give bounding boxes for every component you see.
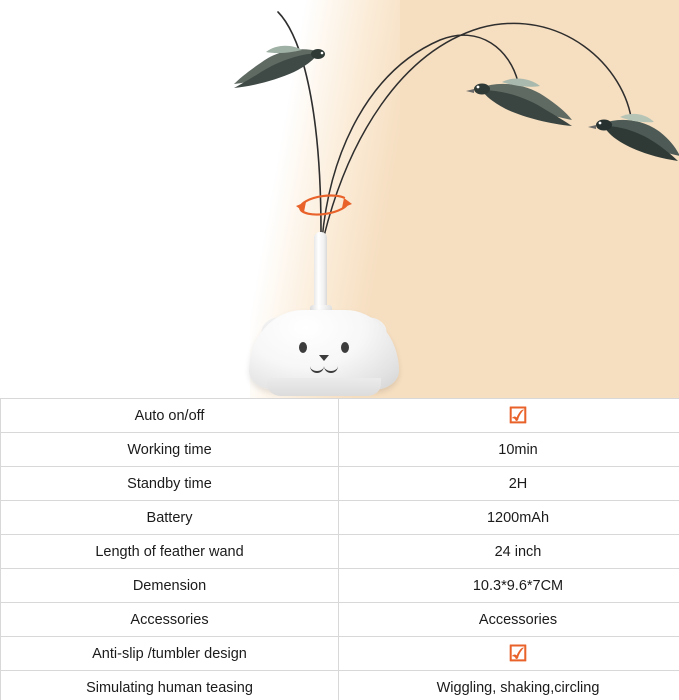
spec-label: Battery — [1, 501, 339, 535]
spec-value — [339, 399, 679, 433]
checkmark-icon: ☑ — [508, 640, 528, 666]
table-row — [1, 501, 679, 535]
table-row — [1, 399, 679, 433]
table-row — [1, 433, 679, 467]
feather-bird-right — [586, 108, 679, 164]
spec-label: Working time — [1, 433, 339, 467]
spec-label: Length of feather wand — [1, 535, 339, 569]
spec-value: 10.3*9.6*7CM — [339, 569, 679, 603]
checkmark-icon: ☑ — [508, 402, 528, 428]
spec-value: 1200mAh — [339, 501, 679, 535]
cat-mouth-right-icon — [324, 359, 338, 373]
table-row — [1, 569, 679, 603]
spec-label: Accessories — [1, 603, 339, 637]
feather-bird-left — [232, 40, 328, 94]
cat-toy-base — [249, 310, 399, 398]
spec-value: 24 inch — [339, 535, 679, 569]
wand-rod-holder — [314, 232, 327, 314]
cat-mouth-left-icon — [310, 359, 324, 373]
spec-label: Anti-slip /tumbler design — [1, 637, 339, 671]
base-bottom-rim — [267, 378, 381, 396]
spec-value: 10min — [339, 433, 679, 467]
cat-eye-left-icon — [299, 342, 307, 353]
spec-label: Simulating human teasing — [1, 671, 339, 700]
table-row — [1, 671, 679, 700]
table-row — [1, 467, 679, 501]
spec-label: Standby time — [1, 467, 339, 501]
table-row — [1, 535, 679, 569]
feather-bird-center — [466, 74, 574, 132]
spec-label: Auto on/off — [1, 399, 339, 433]
spec-value: 2H — [339, 467, 679, 501]
specification-table — [0, 398, 679, 700]
spec-value — [339, 637, 679, 671]
spec-value: Accessories — [339, 603, 679, 637]
rotation-arrow-icon — [296, 192, 352, 218]
cat-eye-right-icon — [341, 342, 349, 353]
cat-face-icon — [295, 342, 353, 376]
spec-value: Wiggling, shaking,circling — [339, 671, 679, 700]
table-row — [1, 637, 679, 671]
spec-label: Demension — [1, 569, 339, 603]
table-row — [1, 603, 679, 637]
